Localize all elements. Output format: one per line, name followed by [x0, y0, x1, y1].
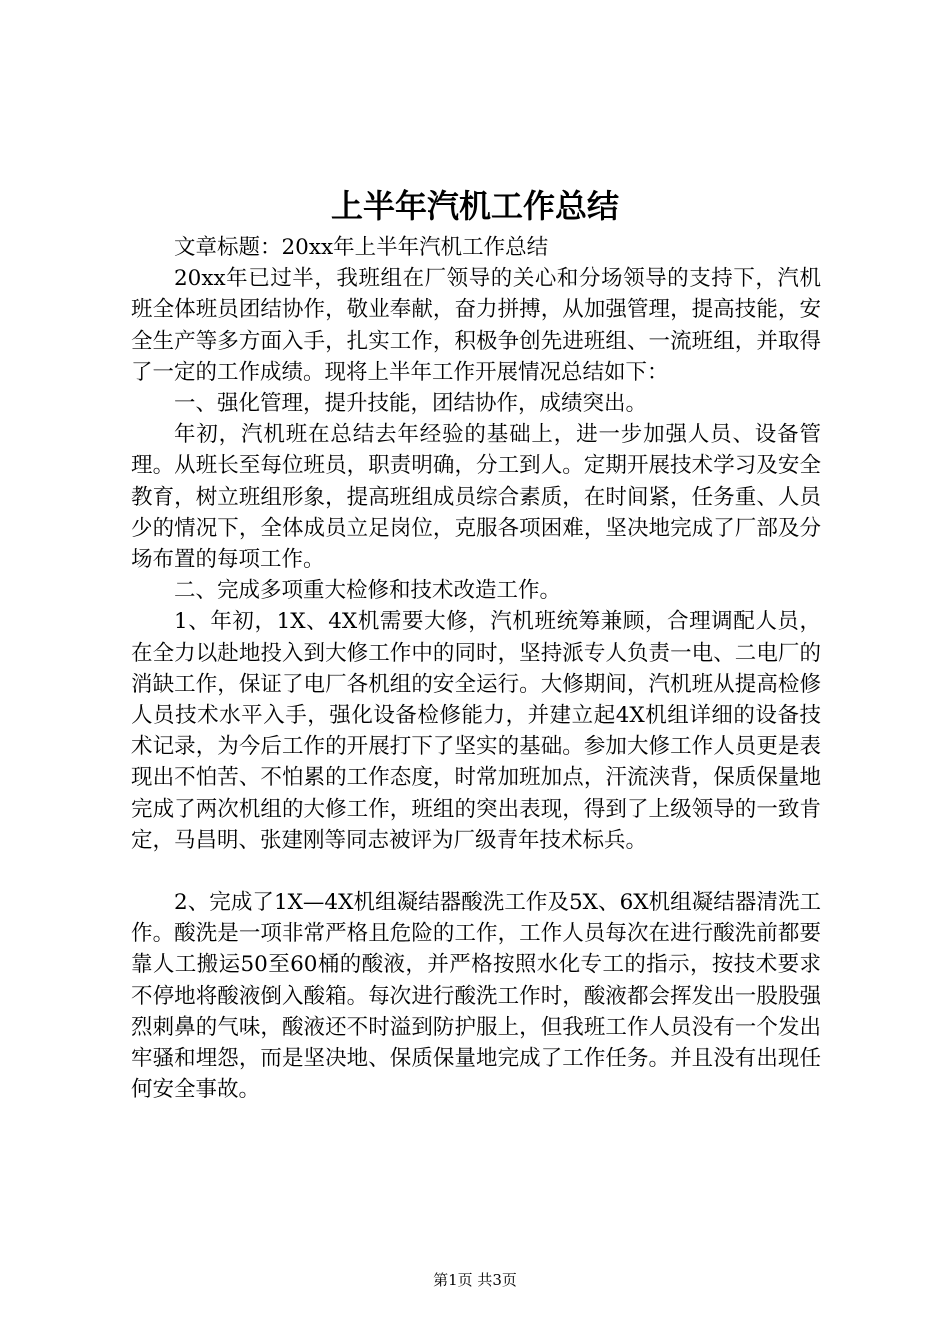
section-heading-1: 一、强化管理，提升技能，团结协作，成绩突出。	[174, 391, 648, 417]
section-1-paragraph: 年初，汽机班在总结去年经验的基础上，进一步加强人员、设备管理。从班长至每位班员，职责明确，分工到人。定期开展技术学习及安全教育，树立班组形象，提高班组成员综合素质，在时间紧，任务重、人员少的情况下，全体成员立足岗位，克服各项困难，坚决地完成了厂部及分场布置的每项工作。	[131, 422, 821, 573]
page-footer	[0, 1270, 950, 1290]
page-title: 上半年汽机工作总结	[330, 187, 619, 225]
section-heading-2: 二、完成多项重大检修和技术改造工作。	[174, 578, 562, 604]
article-title-line: 文章标题：20xx年上半年汽机工作总结	[174, 235, 549, 260]
item-2-paragraph: 2、完成了1X—4X机组凝结器酸洗工作及5X、6X机组凝结器清洗工作。酸洗是一项非常严格且危险的工作，工作人员每次在进行酸洗前都要靠人工搬运50至60桶的酸液，并严格按照水化专工的指示，按技术要求不停地将酸液倒入酸箱。每次进行酸洗工作时，酸液都会挥发出一股股强烈刺鼻的气味，酸液还不时溢到防护服上，但我班工作人员没有一个发出牢骚和埋怨，而是坚决地、保质保量地完成了工作任务。并且没有出现任何安全事故。	[131, 890, 821, 1103]
intro-paragraph: 20xx年已过半，我班组在厂领导的关心和分场领导的支持下，汽机班全体班员团结协作，敬业奉献，奋力拼搏，从加强管理，提高技能，安全生产等多方面入手，扎实工作，积极争创先进班组、一流班组，并取得了一定的工作成绩。现将上半年工作开展情况总结如下：	[131, 266, 821, 385]
page-number: 第1页 共3页	[433, 1271, 517, 1289]
item-1-paragraph: 1、年初，1X、4X机需要大修，汽机班统筹兼顾，合理调配人员，在全力以赴地投入到大修工作中的同时，坚持派专人负责一电、二电厂的消缺工作，保证了电厂各机组的安全运行。大修期间，汽机班从提高检修人员技术水平入手，强化设备检修能力，并建立起4X机组详细的设备技术记录，为今后工作的开展打下了坚实的基础。参加大修工作人员更是表现出不怕苦、不怕累的工作态度，时常加班加点，汗流浃背，保质保量地完成了两次机组的大修工作，班组的突出表现，得到了上级领导的一致肯定，马昌明、张建刚等同志被评为厂级青年技术标兵。	[131, 609, 821, 853]
document-body	[131, 232, 821, 1105]
